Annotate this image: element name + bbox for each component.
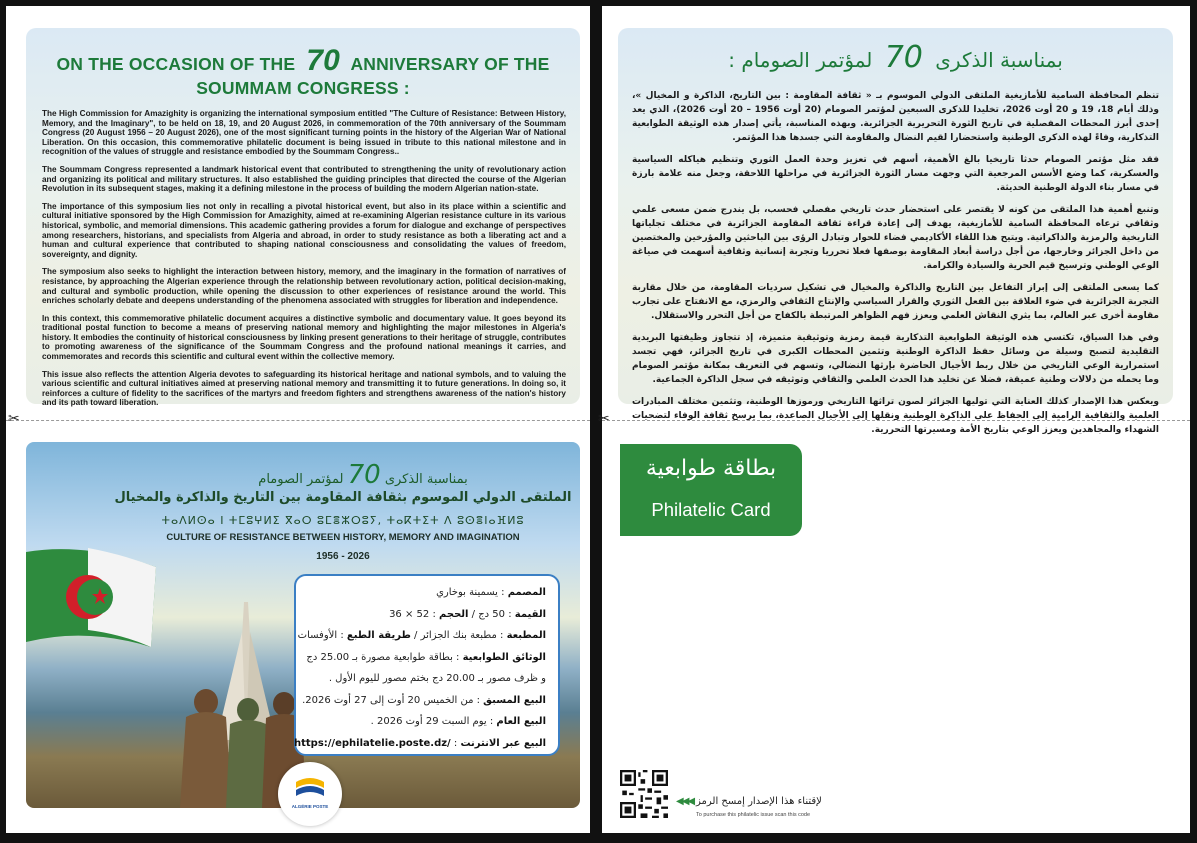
english-paragraph: The Soummam Congress represented a landmark historical event that contributed to strengthening the unity of revolutionary action and organizing its political and military structures. It also established the guiding principles that directed the course of the Algerian Revolution in its subsequent stages, making it a defining milestone in the process of building the modern Algerian nation-state.: [42, 164, 566, 194]
presale-value: من الخميس 20 أوت إلى 27 أوت 2026.: [302, 694, 474, 706]
card-title-arabic: [86, 460, 640, 490]
sale-label: البيع العام: [496, 716, 546, 727]
method-label: طريقة الطبع: [346, 630, 411, 641]
online-link[interactable]: https://ephilatelie.poste.dz/: [293, 737, 451, 749]
heading-prefix: بمناسبة الذكرى: [935, 48, 1063, 72]
english-paragraph: The importance of this symposium lies not only in recalling a pivotal historical event, but also in its place within a scientific and cultural initiative sponsored by the High Commission for Amazighity, aimed at re-examining Algerian resistance culture in its various historical, symbolic, and memorial dimensions. This academic gathering provides a forum for dialogue and exchange of perspectives among researchers, historians, and specialists from Algeria and abroad, in order to study resistance as both a liberating act and a human and cultural experience that contributed to shaping national consciousness and consolidating the values of freedom, sovereignty, and dignity.: [42, 201, 566, 259]
arabic-text-box: [618, 28, 1173, 435]
card-title-number: 70: [347, 460, 381, 490]
size-label: الحجم: [439, 608, 469, 620]
heading-number: 70: [884, 40, 923, 75]
online-label: البيع عبر الانترنت: [460, 737, 546, 749]
qr-caption-english: To purchase this philatelic issue scan this code: [696, 812, 811, 818]
presale-label: البيع المسبق: [483, 694, 546, 706]
card-subtitle-english: CULTURE OF RESISTANCE BETWEEN HISTORY, MEMORY AND IMAGINATION: [166, 532, 520, 543]
arabic-paragraph: وتنبع أهمية هذا الملتقى من كونه لا يقتصر على استحضار حدث تاريخي مفصلي فحسب، بل يندرج ضمن مسعى علمي وثقافي ترعاه المحافظة السامية للأمازيغية، يهدف إلى إعادة قراءة ثقافة المقاومة الجزائرية في مختلف تجلياتها التاريخية والرمزية والذاكراتية. ويتيح هذا اللقاء الأكاديمي فضاء للحوار وتبادل الرؤى بين الباحثين والمؤرخين والمختصين من داخل الجزائر وخارجها، من أجل دراسة أبعاد المقاومة بوصفها فعلا تحرريا وتجربة إنسانية وثقافية أسهمت في صياغة الوعي الوطني وترسيخ قيم الحرية والسيادة والكرامة.: [632, 205, 1159, 271]
heading-prefix: ON THE OCCASION OF THE: [56, 54, 296, 74]
algerie-poste-logo: [278, 762, 342, 826]
algerie-poste-logo-icon: [294, 774, 326, 802]
cut-line: [6, 420, 590, 421]
arabic-paragraph: فقد مثل مؤتمر الصومام حدثا تاريخيا بالغ الأهمية، أسهم في تعزيز وحدة العمل الثوري وتنظيم هياكله السياسية والعسكرية، كما وضع الأسس المرجعية التي وجهت مسار الثورة الجزائرية في مراحلها اللاحقة، وجعل منه علامة بارزة في مسار بناء الدولة الوطنية الحديثة.: [632, 155, 1159, 193]
value-label: القيمة: [514, 608, 546, 620]
arabic-paragraph: وفي هذا السياق، تكتسي هذه الوثيقة الطوابعية التذكارية قيمة رمزية وتوثيقية متميزة، إذ تتجاوز وظيفتها البريدية التقليدية لتصبح وسيلة من وسائل حفظ الذاكرة الوطنية وتثمين المحطات الكبرى في تاريخ الجزائر، فهي تجسد استمرارية الوعي التاريخي من خلال ربط الأجيال الحاضرة بإرثها النضالي، وتسهم في التعريف بمكانة مؤتمر الصومام وما يحمله من دلالات وطنية عميقة، فضلا عن تخليد هذا الحدث العلمي والثقافي وتوثيقه في سجل الذاكرة الجماعية.: [632, 333, 1159, 385]
triple-chevron-icon: ◀◀◀: [676, 796, 694, 807]
qr-code-icon[interactable]: [620, 770, 668, 818]
english-paragraph: The High Commission for Amazighity is organizing the international symposium entitled "The Culture of Resistance: Between History, Memory, and the Imaginary", to be held on 18, 19, and 20 August 2026, in commemoration of the 70th anniversary of the Soummam Congress (20 August 1956 – 20 August 2026), one of the most significant turning points in the history of the Algerian War of National Liberation. On this occasion, this commemorative philatelic document is being issued in tribute to this national milestone and in recognition of the values of struggle and resistance embodied by the Soummam Congress..: [42, 109, 566, 157]
designer-value: يسمينة بوخاري: [436, 587, 498, 598]
qr-caption-arabic: لإقتناء هذا الإصدار إمسح الرمز: [696, 796, 822, 807]
scissors-icon: ✂: [598, 411, 610, 427]
arabic-body: [632, 89, 1159, 437]
docs-value: بطاقة طوابعية مصورة بـ 25.00 دج: [306, 651, 453, 663]
arabic-heading: [618, 40, 1173, 75]
docs-value-2: و ظرف مصور بـ 20.00 دج بختم مصور لليوم الأول .: [328, 673, 546, 684]
english-text-box: [26, 28, 580, 408]
heading-number: 70: [306, 44, 341, 77]
card-years: 1956 - 2026: [316, 551, 370, 562]
english-paragraph: This issue also reflects the attention Algeria devotes to safeguarding its historical heritage and national symbols, and to valuing the various scientific and cultural initiatives aimed at preserving national memory and transmitting it to future generations. In doing so, it reinforces a culture of fidelity to the sacrifices of the martyrs and freedom fighters and strengthens awareness of the nation's history and its path toward liberation.: [42, 369, 566, 408]
card-title-suffix: لمؤتمر الصومام: [258, 472, 344, 487]
heading-suffix: لمؤتمر الصومام :: [728, 48, 873, 72]
printer-value: مطبعة بنك الجزائر: [420, 630, 497, 641]
printer-label: المطبعة: [506, 630, 546, 641]
card-title-prefix: بمناسبة الذكرى: [384, 472, 468, 487]
method-value: الأوفسات: [297, 630, 338, 641]
tab-label-arabic: بطاقة طوابعية: [645, 456, 777, 481]
logo-text: ALGÉRIE POSTE: [291, 804, 329, 809]
card-subtitle-tifinagh: ⵜⴰⴷⵍⵙⴰ ⵏ ⵜⵎⵓⵖⵍⵉ ⴳⴰⵔ ⵓⵎⴻⵣⵔⵓⵢ, ⵜⴰⴽⵜⵉⵜ ⴷ ⵓⵙⴻⵏⴰⴼⵍⵓ: [161, 514, 525, 527]
arabic-paragraph: تنظم المحافظة السامية للأمازيغية الملتقى الدولي الموسوم بـ « ثقافة المقاومة : بين التاريخ، الذاكرة و المخيال »، وذلك أيام 18، 19 و 20 أوت 2026، تخليدا للذكرى السبعين لمؤتمر الصومام (20 أوت 1956 – 20 أوت 2026)، الذي يعد إحدى أبرز المحطات المفصلية في تاريخ الثورة التحريرية الجزائرية. وبهذه المناسبة، يأتي إصدار هذه الوثيقة الطوابعية التذكارية، وفاءً لهذه الذكرى الوطنية واستحضارا لقيم النضال والمقاومة التي جسدها هذا المؤتمر.: [632, 91, 1159, 143]
commemorative-card-image: [26, 442, 580, 808]
arabic-paragraph: ويعكس هذا الإصدار كذلك العناية التي توليها الجزائر لصون تراثها التاريخي ورموزها الوطنية، وتثمين مختلف المبادرات العلمية والثقافية الرامية إلى الحفاظ على الذاكرة الوطنية ونقلها إلى الأجيال الصاعدة، بما يرسخ ثقافة الوفاء لتضحيات الشهداء والمجاهدين ويعزز الوعي بتاريخ الأمة ومسيرتها التحررية.: [632, 397, 1159, 435]
designer-label: المصمم: [507, 587, 546, 598]
english-body: [42, 109, 566, 408]
size-value: 52 × 36: [389, 608, 430, 620]
value-value: 50 دج: [478, 608, 506, 620]
english-paragraph: In this context, this commemorative philatelic document acquires a distinctive symbolic and documentary value. It goes beyond its traditional postal function to become a means of preserving national memory and highlighting the major milestones in Algeria's history. It embodies the continuity of historical consciousness by linking present generations to their heritage of struggle, contributes to promoting awareness of the significance of the Soummam Congress and the profound national meanings it carries, and commemorates and records this scientific and cultural event within the collective memory.: [42, 313, 566, 362]
cut-line: [602, 420, 1190, 421]
english-text-panel: [6, 6, 590, 833]
scissors-icon: ✂: [8, 411, 20, 427]
philatelic-card-tab: [620, 444, 802, 536]
english-paragraph: The symposium also seeks to highlight the interaction between history, memory, and the imaginary in the formation of narratives of resistance, by approaching the Algerian experience through the relationship between revolutionary action, political decision-making, and cultural and symbolic production, while opening the discussion to other experiences of resistance around the world. This enriches scholarly debate and deepens understanding of the phenomena associated with struggles for liberation and independence.: [42, 267, 566, 306]
sale-value: يوم السبت 29 أوت 2026 .: [370, 716, 487, 727]
docs-label: الوثائق الطوابعية: [462, 651, 546, 663]
arabic-paragraph: كما يسعى الملتقى إلى إبراز التفاعل بين التاريخ والذاكرة والمخيال في تشكيل سرديات المقاومة، من خلال مقاربة التجربة الجزائرية في ضوء العلاقة بين الفعل الثوري والقرار السياسي والإنتاج الثقافي والرمزي، مع الانفتاح على تجارب مقاومة أخرى عبر العالم، بما يثري النقاش العلمي ويعزز فهم الظواهر المرتبطة بالكفاح من أجل التحرر والاستقلال.: [632, 283, 1159, 321]
stamp-info-box: المصمم : يسمينة بوخاري القيمة : 50 دج / الحجم : 52 × 36 المطبعة : مطبعة بنك الجزائر / طريقة الطبع : الأوفسات الوثائق الطوابعية : بطاقة طوابعية مصورة بـ 25.00 دج و ظرف مصور بـ 20.00 دج بختم مصور لليوم الأول . البيع المسبق : من الخميس 20 أوت إلى 27 أوت 2026. البيع العام : يوم السبت 29 أوت 2026 . البيع عبر الانترنت : https://ephilatelie.poste.dz/: [294, 574, 560, 756]
english-heading: [26, 44, 580, 99]
heading-suffix: ANNIVERSARY OF THE SOUMMAM CONGRESS :: [196, 54, 550, 98]
card-subtitle-arabic: الملتقى الدولي الموسوم بثقافة المقاومة بين التاريخ والذاكرة والمخيال: [114, 490, 572, 505]
tab-label-english: Philatelic Card: [651, 499, 771, 520]
arabic-text-panel: [598, 6, 1190, 833]
